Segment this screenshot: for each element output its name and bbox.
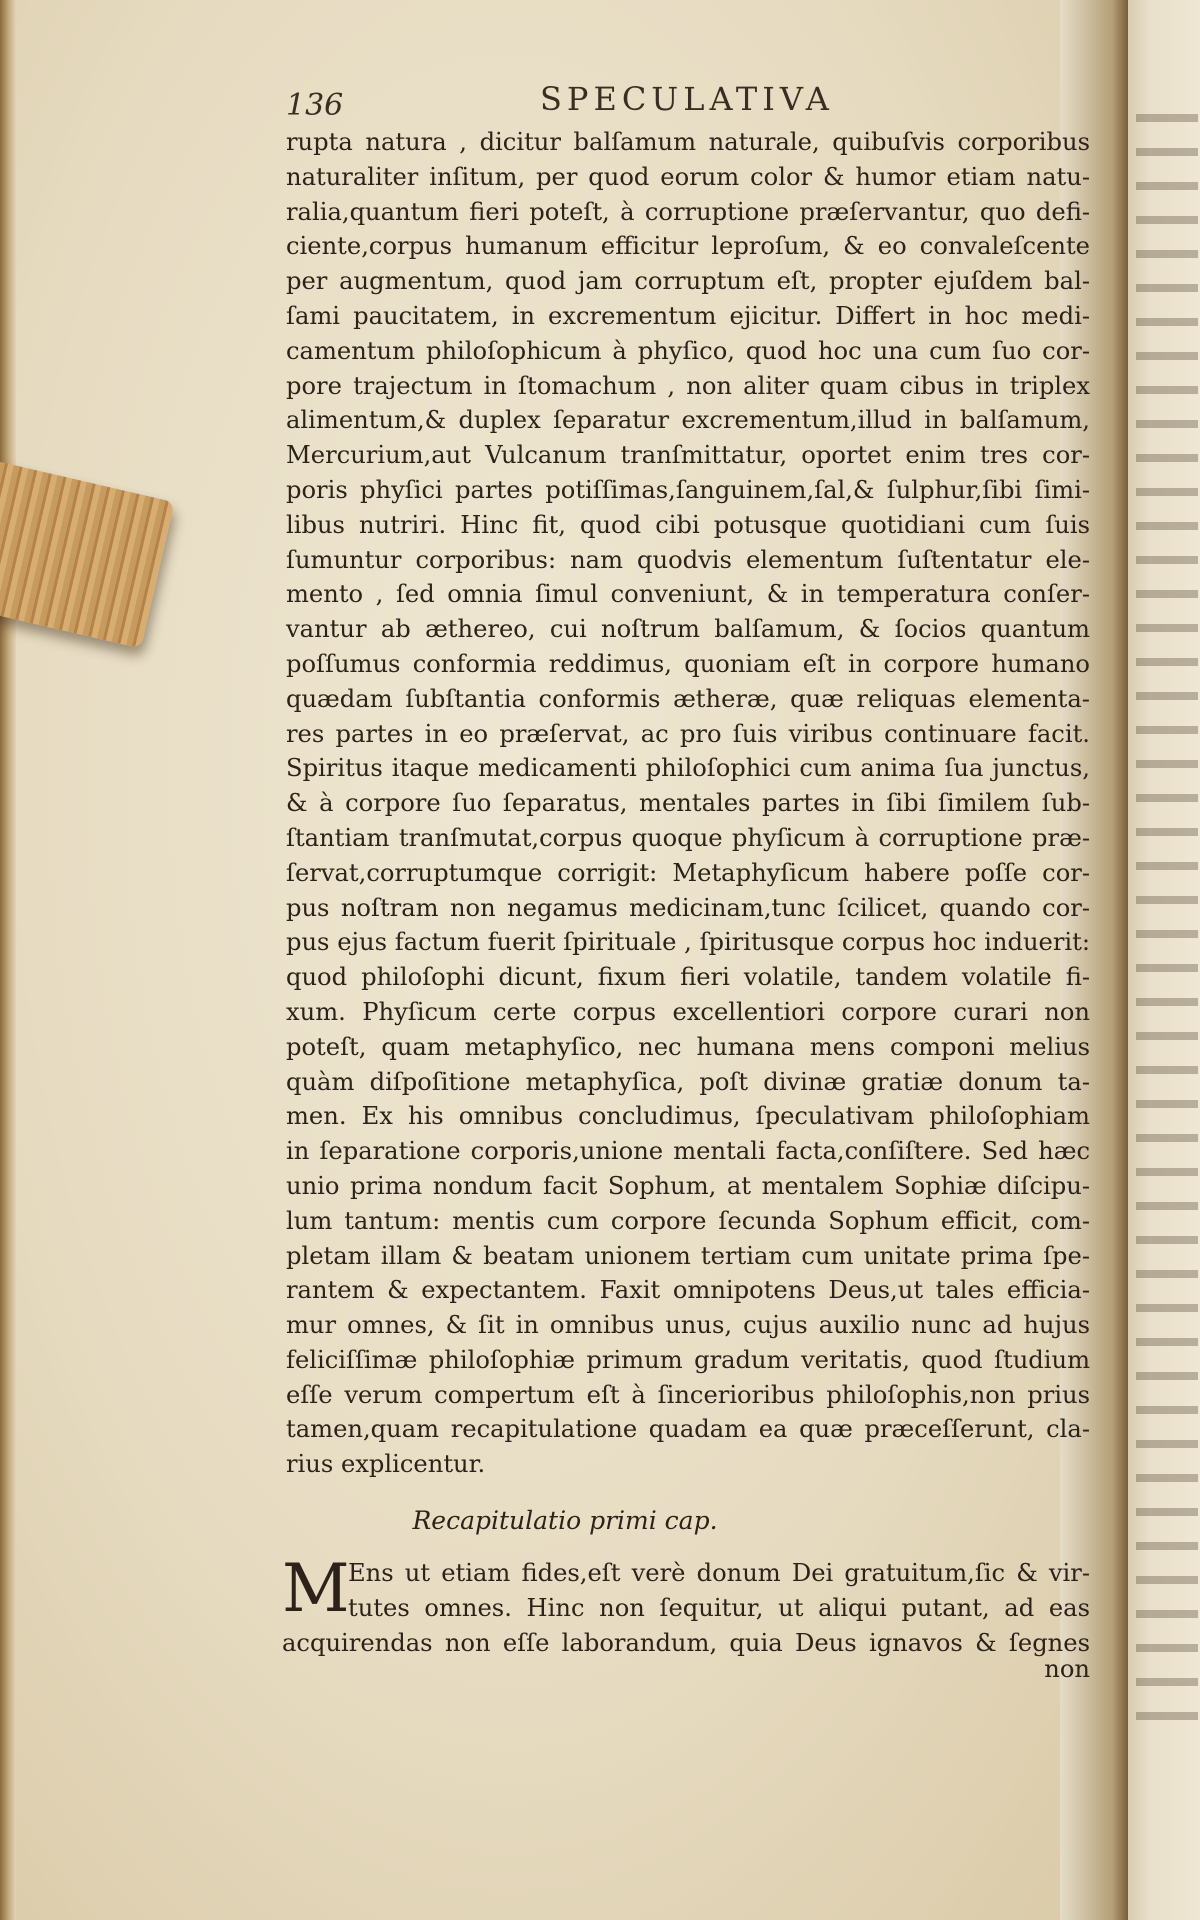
text-line: mur omnes, & ſit in omnibus unus, cujus auxilio nunc ad hujus (286, 1311, 1090, 1340)
text-line: feliciſſimæ philoſophiæ primum gradum veritatis, quod ſtudium (286, 1345, 1090, 1374)
facing-page-edge (1128, 0, 1200, 1920)
text-line: poteſt, quam metaphyſico, nec humana mens componi melius (286, 1032, 1090, 1061)
text-line: lum tantum: mentis cum corpore ſecunda Sophum efficit, com- (286, 1206, 1090, 1235)
text-line: alimentum,& duplex ſeparatur excrementum,illud in balſamum, (286, 406, 1090, 435)
text-line: quàm diſpoſitione metaphyſica, poſt divinæ gratiæ donum ta- (286, 1067, 1090, 1096)
text-line: mento , ſed omnia ſimul conveniunt, & in temperatura conſer- (286, 580, 1090, 609)
page-edge (0, 0, 16, 1920)
text-line: per augmentum, quod jam corruptum eſt, propter ejuſdem bal- (286, 267, 1090, 296)
text-line: vantur ab æthereo, cui noſtrum balſamum, & ſocios quantum (286, 615, 1090, 644)
text-line: res partes in eo præſervat, ac pro ſuis viribus continuare facit. (286, 719, 1090, 748)
text-line: ſami paucitatem, in excrementum ejicitur. Differt in hoc medi- (286, 301, 1090, 330)
text-line: libus nutriri. Hinc fit, quod cibi potusque quotidiani cum ſuis (286, 510, 1090, 539)
text-line: ſervat,corruptumque corrigit: Metaphyſicum habere poſſe cor- (286, 858, 1090, 887)
text-line: tamen,quam recapitulatione quadam ea quæ præceſſerunt, cla- (286, 1415, 1090, 1444)
text-line: ſumuntur corporibus: nam quodvis elementum ſuſtentatur ele- (286, 545, 1090, 574)
text-line: rius explicentur. (286, 1450, 486, 1479)
text-line: acquirendas non eſſe laborandum, quia Deus ignavos & ſegnes (282, 1628, 1090, 1657)
text-line: Mercurium,aut Vulcanum tranſmittatur, oportet enim tres cor- (286, 441, 1090, 470)
bookmark (0, 455, 175, 648)
catchword: non (1044, 1655, 1090, 1683)
text-line: naturaliter inſitum, per quod eorum color & humor etiam natu- (286, 162, 1090, 191)
text-line: Ens ut etiam fides,eſt verè donum Dei gratuitum,ſic & vir- (348, 1559, 1090, 1587)
text-line: pore trajectum in ſtomachum , non aliter quam cibus in triplex (286, 371, 1090, 400)
main-text (286, 125, 1090, 1482)
text-line: eſſe verum compertum eſt à ſincerioribus philoſophis,non prius (286, 1380, 1090, 1409)
text-line: poris phyſici partes potiſſimas,ſanguinem,ſal,& ſulphur,ſibi ſimi- (286, 475, 1090, 504)
section-title: Recapitulatio primi cap. (412, 1506, 718, 1535)
text-line: pus noſtram non negamus medicinam,tunc ſcilicet, quando cor- (286, 893, 1090, 922)
text-line: ciente,corpus humanum efficitur leproſum, & eo convaleſcente (286, 232, 1090, 261)
text-line: rantem & expectantem. Faxit omnipotens Deus,ut tales efficia- (286, 1276, 1090, 1305)
text-line: unio prima nondum facit Sophum, at mentalem Sophiæ diſcipu- (286, 1171, 1090, 1200)
facing-page-text (1136, 100, 1198, 1720)
text-line: Spiritus itaque medicamenti philoſophici cum anima ſua junctus, (286, 754, 1090, 783)
text-line: poſſumus conformia reddimus, quoniam eſt in corpore humano (286, 649, 1090, 678)
recap-paragraph (282, 1550, 1090, 1660)
text-line: & à corpore ſuo ſeparatus, mentales partes in ſibi ſimilem ſub- (286, 789, 1090, 818)
text-line: quod philoſophi dicunt, fixum fieri volatile, tandem volatile fi- (286, 963, 1090, 992)
drop-cap: M (282, 1550, 350, 1627)
text-line: pletam illam & beatam unionem tertiam cum unitate prima ſpe- (286, 1241, 1090, 1270)
running-head: SPECULATIVA (540, 80, 834, 118)
text-line: quædam ſubſtantia conformis ætheræ, quæ reliquas elementa- (286, 684, 1090, 713)
text-line: ſtantiam tranſmutat,corpus quoque phyſicum à corruptione præ- (286, 823, 1090, 852)
text-line: xum. Phyſicum certe corpus excellentiori corpore curari non (286, 997, 1090, 1026)
text-line: camentum philoſophicum à phyſico, quod hoc una cum ſuo cor- (286, 336, 1090, 365)
text-line: ralia,quantum fieri poteſt, à corruptione præſervantur, quo defi- (286, 197, 1090, 226)
text-line: in ſeparatione corporis,unione mentali facta,conſiſtere. Sed hæc (286, 1137, 1090, 1166)
page-number: 136 (286, 88, 344, 123)
text-line: men. Ex his omnibus concludimus, ſpeculativam philoſophiam (286, 1102, 1090, 1131)
text-line: tutes omnes. Hinc non ſequitur, ut aliqui putant, ad eas (348, 1593, 1090, 1622)
text-line: rupta natura , dicitur balſamum naturale, quibuſvis corporibus (286, 128, 1090, 156)
text-line: pus ejus factum fuerit ſpirituale , ſpiritusque corpus hoc induerit: (286, 928, 1090, 957)
